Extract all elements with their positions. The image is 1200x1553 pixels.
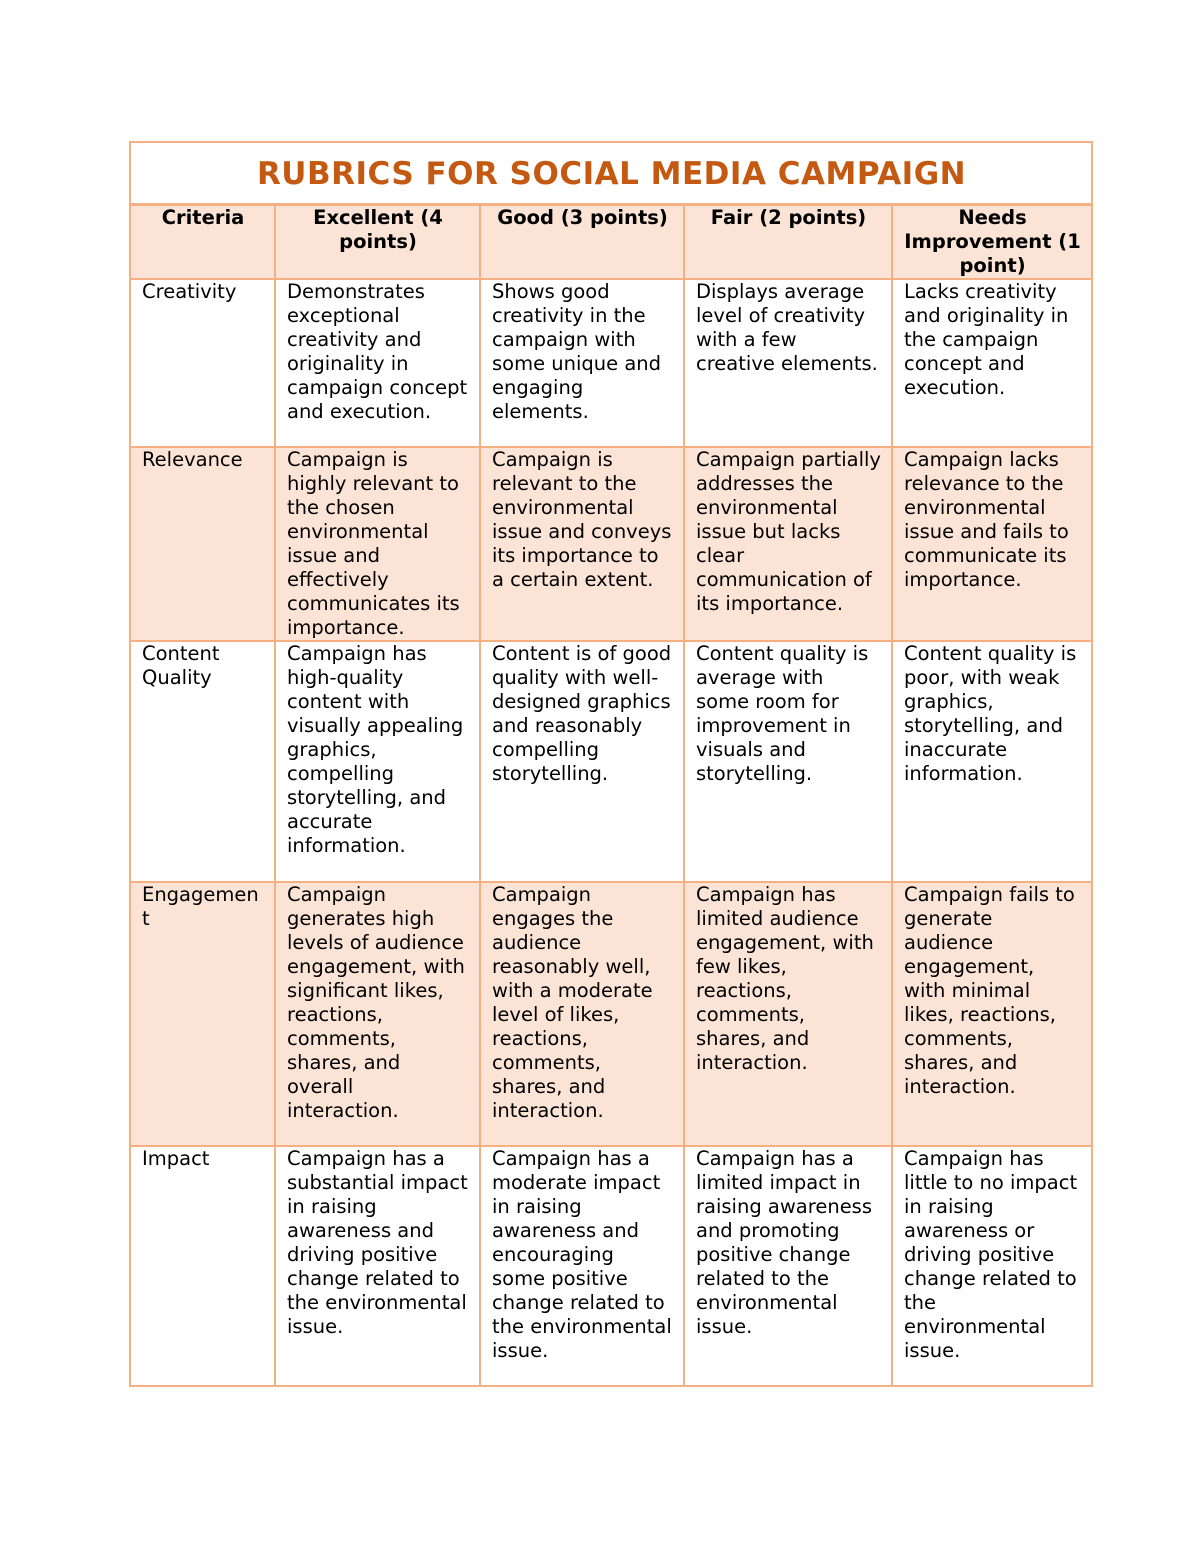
table-row-impact [130,1146,1092,1386]
needs-improvement-cell: Lacks creativity and originality in the campaign concept and execution. [892,279,1092,447]
title-row [130,142,1092,205]
needs-improvement-cell: Campaign lacks relevance to the environmental issue and fails to communicate its importance. [892,447,1092,641]
needs-improvement-cell: Campaign has little to no impact in raising awareness or driving positive change related to the environmental issue. [892,1146,1092,1386]
header-fair: Fair (2 points) [684,205,892,280]
needs-improvement-cell: Campaign fails to generate audience engagement, with minimal likes, reactions, comments, shares, and interaction. [892,882,1092,1146]
table-row-content-quality [130,641,1092,882]
criteria-cell: Relevance [130,447,275,641]
table-row-engagement [130,882,1092,1146]
page-title: RUBRICS FOR SOCIAL MEDIA CAMPAIGN [256,156,967,192]
fair-cell: Displays average level of creativity with a few creative elements. [684,279,892,447]
fair-cell: Campaign partially addresses the environmental issue but lacks clear communication of its importance. [684,447,892,641]
header-excellent: Excellent (4 points) [275,205,480,280]
criteria-cell: Impact [130,1146,275,1386]
table-row-relevance [130,447,1092,641]
good-cell: Campaign is relevant to the environmental issue and conveys its importance to a certain extent. [480,447,684,641]
excellent-cell: Campaign has high-quality content with visually appealing graphics, compelling storytelling, and accurate information. [275,641,480,882]
excellent-cell: Campaign generates high levels of audience engagement, with significant likes, reactions, comments, shares, and overall interaction. [275,882,480,1146]
fair-cell: Campaign has a limited impact in raising awareness and promoting positive change related to the environmental issue. [684,1146,892,1386]
header-needs-improvement: Needs Improvement (1 point) [892,205,1092,280]
excellent-cell: Campaign has a substantial impact in raising awareness and driving positive change related to the environmental issue. [275,1146,480,1386]
fair-cell: Content quality is average with some room for improvement in visuals and storytelling. [684,641,892,882]
header-criteria: Criteria [130,205,275,280]
criteria-cell: Engagement [130,882,275,1146]
good-cell: Campaign engages the audience reasonably well, with a moderate level of likes, reactions, comments, shares, and interaction. [480,882,684,1146]
rubric-table [129,141,1093,1387]
good-cell: Campaign has a moderate impact in raising awareness and encouraging some positive change related to the environmental issue. [480,1146,684,1386]
needs-improvement-cell: Content quality is poor, with weak graphics, storytelling, and inaccurate information. [892,641,1092,882]
excellent-cell: Campaign is highly relevant to the chosen environmental issue and effectively communicates its importance. [275,447,480,641]
title-cell [130,142,1092,205]
table-row-creativity [130,279,1092,447]
excellent-cell: Demonstrates exceptional creativity and originality in campaign concept and execution. [275,279,480,447]
fair-cell: Campaign has limited audience engagement, with few likes, reactions, comments, shares, and interaction. [684,882,892,1146]
header-good: Good (3 points) [480,205,684,280]
good-cell: Shows good creativity in the campaign with some unique and engaging elements. [480,279,684,447]
good-cell: Content is of good quality with well-designed graphics and reasonably compelling storytelling. [480,641,684,882]
header-row [130,205,1092,280]
criteria-cell: Content Quality [130,641,275,882]
criteria-cell: Creativity [130,279,275,447]
